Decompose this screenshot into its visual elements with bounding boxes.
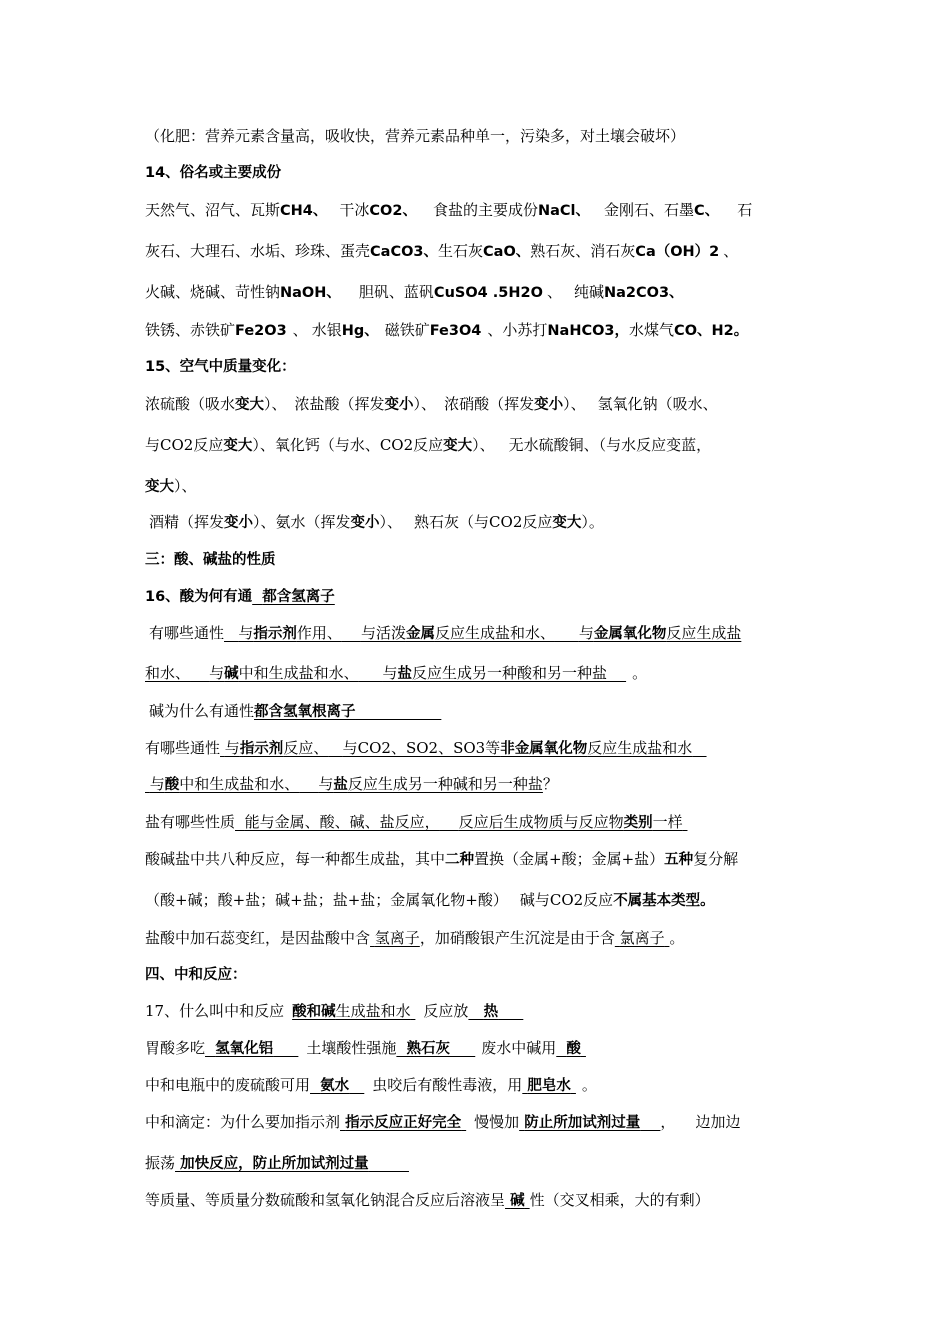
text: 火碱、烧碱、苛性钠 [145,283,281,301]
answer-blank: 氢氧化铝 [215,1041,274,1057]
emphasis: 变大 [235,397,265,413]
text: ， [660,1113,676,1131]
text: 盐有哪些性质 [145,813,236,831]
answer-blank: 碱 [510,1193,525,1209]
paragraph-line [145,586,810,607]
text: 胃酸多吃 [145,1039,206,1057]
answer-blank: 加快反应，防止所加试剂过量 [180,1156,369,1172]
paragraph-line [145,812,810,833]
answer-blank: 与酸中和生成盐和水、 与盐反应生成另一种碱和另一种盐 [149,775,543,793]
text: 等质量、等质量分数硫酸和氢氧化钠混合反应后溶液呈 [145,1191,506,1209]
paragraph-line [145,1112,810,1133]
paragraph-line [145,890,810,911]
text: 熟石灰（与CO2反应 [414,513,553,531]
answer-blank: 防止所加试剂过量 [524,1115,641,1131]
text: 水煤气 [629,321,675,339]
paragraph-line [145,512,810,533]
text: 氢氧化钠（吸水、 [597,395,718,413]
formula: CaCO3、 [370,244,438,260]
text: ）、 [379,513,403,531]
heading-text: 四、中和反应： [145,967,247,983]
emphasis: 变大 [223,438,253,454]
text: ？ [542,775,558,793]
text: 复分解 [693,850,739,868]
text: ）、 [174,477,197,495]
text: ）、 [563,395,586,413]
text: 置换（金属+酸；金属+盐） [474,850,665,868]
formula: Na2CO3、 [603,285,684,301]
text: 与CO2反应 [145,436,224,454]
paragraph-line [145,1153,810,1174]
text: 磁铁矿 [384,321,430,339]
formula: CH4、 [280,203,328,219]
text: 食盐的主要成份 [432,201,538,219]
formula: Ca（OH）2 [635,244,720,260]
heading-text: 三：酸、碱盐的性质 [145,552,276,568]
formula: Fe3O4 [429,323,482,339]
text: 浓盐酸（挥发 [294,395,385,413]
text: 振荡 [145,1154,176,1172]
emphasis: 不属基本类型。 [613,893,715,909]
text: 铁锈、赤铁矿 [145,321,236,339]
text: 酒精（挥发 [149,513,225,531]
paragraph-line [145,435,810,456]
section-heading-14 [145,163,810,183]
emphasis: 变小 [384,397,414,413]
text: 碱与CO2反应 [519,891,614,909]
paragraph-line [145,623,810,644]
paragraph-line [145,738,810,759]
text: 生石灰 [438,242,484,260]
text: 、 [723,242,739,260]
paragraph-line [145,282,810,303]
emphasis: 变小 [534,397,564,413]
text: ）。 [581,513,604,531]
answer-blank: 能与金属、酸、碱、盐反应， 反应后生成物质与反应物类别一样 [244,813,683,831]
formula: Hg、 [341,323,379,339]
text: 有哪些通性 [149,624,225,642]
emphasis: 变大 [552,515,582,531]
text: 、小苏打 [487,321,548,339]
paragraph-line [145,663,810,684]
heading-text: 16、酸为何有通 [145,589,253,605]
text: （酸+碱；酸+盐；碱+盐；盐+盐；金属氧化物+酸） [145,891,508,909]
formula: NaHCO3， [547,323,630,339]
answer-blank: 氯离子 [619,929,665,947]
answer-blank: 和水、 与碱中和生成盐和水、 与盐反应生成另一种酸和另一种盐 [145,664,607,682]
answer-blank: 都含氢氧根离子 [254,704,356,720]
text: 废水中碱用 [481,1039,557,1057]
text: 胆矾、蓝矾 [358,283,434,301]
text: 纯碱 [573,283,604,301]
paragraph-line [145,1038,810,1059]
text: 酸碱盐中共八种反应，每一种都生成盐，其中 [145,850,446,868]
paragraph-line [145,1190,810,1211]
paragraph-line [145,320,810,341]
paragraph-line [145,849,810,870]
paragraph-line [145,241,810,262]
text: 石 [737,201,753,219]
text: 边加边 [695,1113,741,1131]
emphasis: 变大 [145,479,174,495]
text: 中和电瓶中的废硫酸可用 [145,1076,311,1094]
formula: Fe2O3 [235,323,287,339]
paragraph-line [145,1075,810,1096]
text: 金刚石、石墨 [604,201,695,219]
section-heading-15 [145,357,810,377]
text: 熟石灰、消石灰 [530,242,636,260]
answer-blank: 热 [483,1004,499,1020]
answer-blank: 氨水 [320,1078,350,1094]
paragraph-line [145,701,810,722]
formula: CaO、 [483,244,531,260]
heading-text: 14、俗名或主要成份 [145,165,282,181]
emphasis: 变小 [350,515,380,531]
text: ，加硝酸银产生沉淀是由于含 [419,929,615,947]
text: ）、氧化钙（与水、CO2反应 [252,436,444,454]
formula: C、 [694,203,720,219]
answer-blank: 酸 [566,1041,581,1057]
section-heading-4 [145,965,810,985]
emphasis: 二种 [445,852,475,868]
text: 浓硝酸（挥发 [444,395,535,413]
formula: NaOH、 [280,285,341,301]
emphasis: 五种 [664,852,694,868]
text: 。 [632,664,648,682]
text: ）、 [472,436,495,454]
text: 反应放 [423,1002,469,1020]
formula: CuSO4 .5H2O [433,285,543,301]
emphasis: 变大 [443,438,473,454]
fertilizer-note [145,126,810,146]
text: 干冰 [339,201,370,219]
text: 17、什么叫中和反应 [145,1002,285,1020]
text: 中和滴定：为什么要加指示剂 [145,1113,341,1131]
paragraph-line [145,928,810,948]
text: 、 [292,321,308,339]
text: ）、 [413,395,437,413]
text: 、 [546,283,562,301]
text: 天然气、沼气、瓦斯 [145,201,281,219]
formula: CO、H2。 [674,323,749,339]
text: ）、氨水（挥发 [253,513,351,531]
text: 。 [581,1076,597,1094]
text: 无水硫酸铜、（与水反应变蓝， [508,436,712,454]
paragraph-line [145,394,810,415]
answer-blank: 指示反应正好完全 [345,1115,462,1131]
answer-blank: 肥皂水 [527,1078,571,1094]
text: 灰石、大理石、水垢、珍珠、蛋壳 [145,242,371,260]
text: 水银 [311,321,342,339]
paragraph-line [145,774,810,795]
answer-blank: 酸和碱生成盐和水 [292,1002,411,1020]
answer-blank: 都含氢离子 [262,589,335,605]
answer-blank: 与指示剂作用、 与活泼金属反应生成盐和水、 与金属氧化物反应生成盐 [238,624,742,642]
section-heading-3 [145,550,810,570]
text: 盐酸中加石蕊变红，是因盐酸中含 [145,929,371,947]
heading-text: 15、空气中质量变化： [145,359,296,375]
text: 浓硫酸（吸水 [145,395,236,413]
text: 慢慢加 [474,1113,520,1131]
paragraph-line [145,200,810,221]
text: 土壤酸性强施 [306,1039,397,1057]
paragraph-line [145,476,810,497]
formula: NaCl、 [537,203,591,219]
answer-blank: 与指示剂反应、 与CO2、SO2、SO3等非金属氧化物反应生成盐和水 [224,739,693,757]
formula: CO2、 [369,203,417,219]
text: 虫咬后有酸性毒液，用 [372,1076,523,1094]
text: 有哪些通性 [145,739,221,757]
text: 碱为什么有通性 [149,702,255,720]
answer-blank: 氢离子 [374,929,420,947]
text: ）、 [264,395,287,413]
text: 性（交叉相乘，大的有剩） [529,1191,710,1209]
paragraph-line [145,1001,810,1022]
text: （化肥：营养元素含量高，吸收快，营养元素品种单一，污染多，对土壤会破坏） [145,127,686,145]
answer-blank: 熟石灰 [406,1041,450,1057]
emphasis: 变小 [224,515,254,531]
text: 。 [669,929,685,947]
